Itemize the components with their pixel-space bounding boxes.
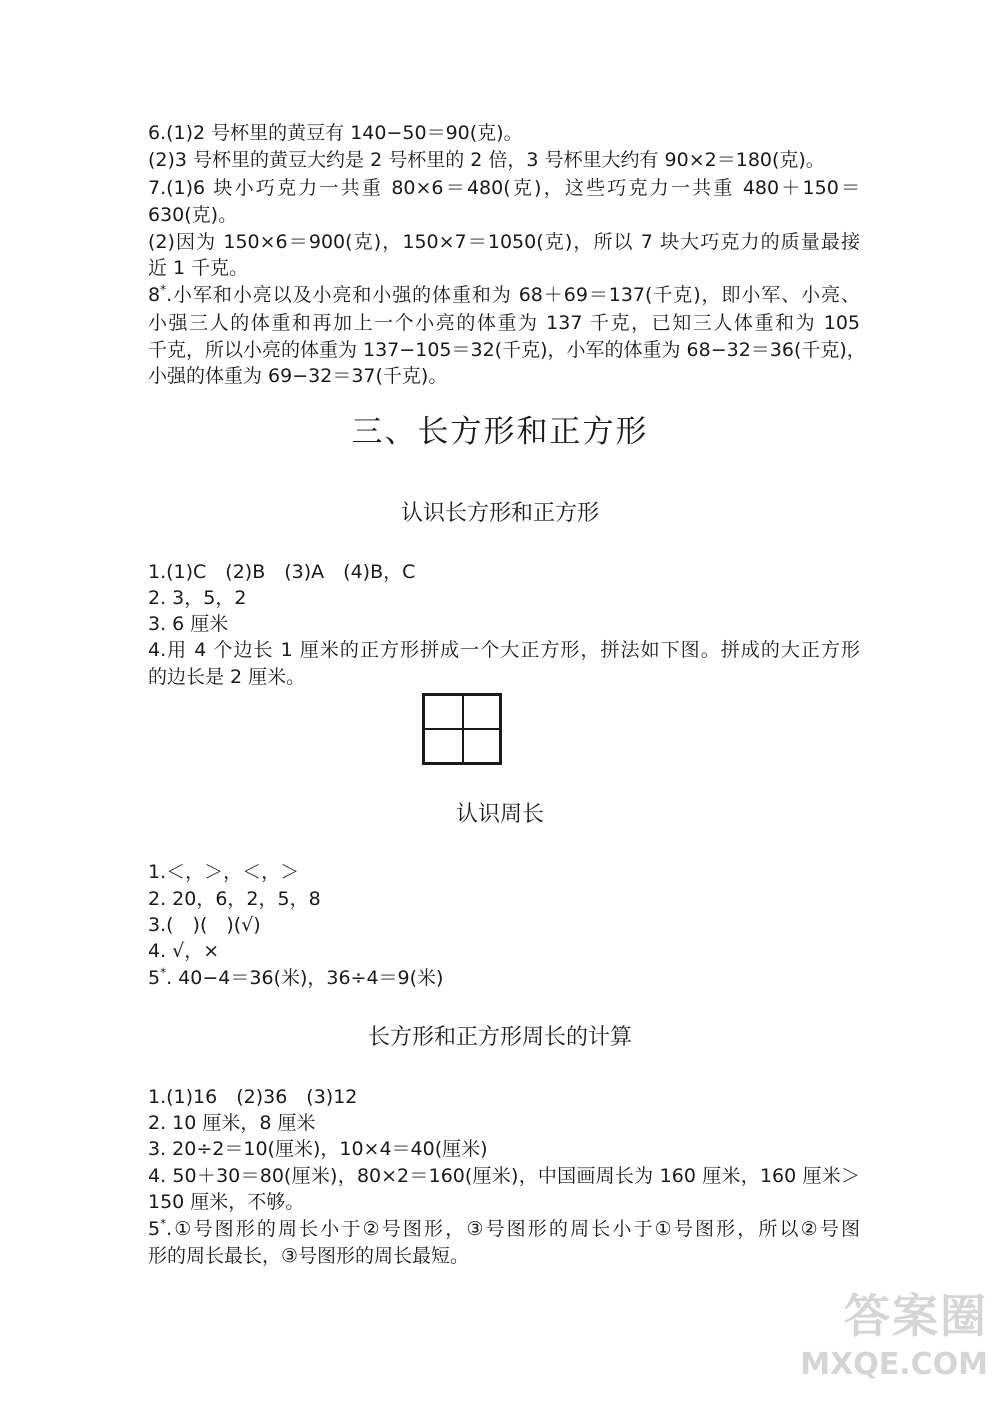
answer-line: 1.(1)16 (2)36 (3)12 <box>148 1086 358 1108</box>
square-grid-figure <box>422 693 502 765</box>
answer-line: 3.( )( )(√) <box>148 914 261 936</box>
watermark-logo: 答案圈 <box>844 1289 988 1343</box>
answer-line: 7.(1)6 块小巧克力一共重 80×6＝480(克)，这些巧克力一共重 480＋150＝ <box>148 177 860 199</box>
answer-line-q8 <box>148 282 860 308</box>
answer-line: 150 厘米，不够。 <box>148 1191 305 1213</box>
section-title: 认识周长 <box>455 802 544 827</box>
answer-line: 小强三人的体重和再加上一个小亮的体重为 137 千克，已知三人体重和为 105 <box>148 312 860 334</box>
answer-line: 630(克)。 <box>148 204 238 226</box>
answer-line: 1.(1)C (2)B (3)A (4)B，C <box>148 561 416 583</box>
chapter-title: 三、长方形和正方形 <box>351 414 649 450</box>
answer-line: 小强的体重为 69−32＝37(千克)。 <box>148 365 448 387</box>
answer-line: (2)3 号杯里的黄豆大约是 2 号杯里的 2 倍，3 号杯里大约有 90×2＝180(克)。 <box>148 149 825 171</box>
answer-line-q5 <box>148 1216 860 1242</box>
challenge-star: * <box>160 282 167 297</box>
answer-text: .①号图形的周长小于②号图形，③号图形的周长小于①号图形，所以②号图 <box>166 1218 860 1240</box>
question-number: 5 <box>148 967 161 989</box>
answer-line: 1.＜，＞，＜，＞ <box>148 861 300 883</box>
answer-line: (2)因为 150×6＝900(克)，150×7＝1050(克)，所以 7 块大巧克力的质量最接 <box>148 231 860 253</box>
answer-line: 形的周长最长，③号图形的周长最短。 <box>148 1245 470 1267</box>
section-title: 认识长方形和正方形 <box>400 501 599 526</box>
question-number: 5 <box>148 1218 161 1240</box>
answer-text: .小军和小亮以及小亮和小强的体重和为 68＋69＝137(千克)，即小军、小亮、 <box>166 284 860 306</box>
answer-line: 千克，所以小亮的体重为 137−105＝32(千克)，小军的体重为 68−32＝36(千克)， <box>148 339 866 361</box>
answer-line: 4.用 4 个边长 1 厘米的正方形拼成一个大正方形，拼法如下图。拼成的大正方形 <box>148 639 860 661</box>
answer-line: 2. 20，6，2，5，8 <box>148 888 321 910</box>
answer-line-q5 <box>148 965 860 991</box>
challenge-star: * <box>160 1216 167 1231</box>
answer-line: 3. 20÷2＝10(厘米)，10×4＝40(厘米) <box>148 1138 488 1160</box>
answer-line: 的边长是 2 厘米。 <box>148 666 306 688</box>
answer-line: 2. 3，5，2 <box>148 587 247 609</box>
question-number: 8 <box>148 284 161 306</box>
answer-line: 4. √，× <box>148 940 220 962</box>
section-title: 长方形和正方形周长的计算 <box>367 1025 632 1050</box>
answer-line: 近 1 千克。 <box>148 257 249 279</box>
challenge-star: * <box>160 965 167 980</box>
watermark-url: MXQE.COM <box>800 1347 988 1382</box>
grid-divider-horizontal <box>425 728 499 730</box>
answer-line: 6.(1)2 号杯里的黄豆有 140−50＝90(克)。 <box>148 122 523 144</box>
answer-line: 4. 50＋30＝80(厘米)，80×2＝160(厘米)，中国画周长为 160 厘米，160 厘米＞ <box>148 1165 860 1187</box>
answer-text: . 40−4＝36(米)，36÷4＝9(米) <box>166 967 444 989</box>
answer-line: 3. 6 厘米 <box>148 613 229 635</box>
watermark <box>778 1287 988 1405</box>
answer-line: 2. 10 厘米，8 厘米 <box>148 1112 316 1134</box>
